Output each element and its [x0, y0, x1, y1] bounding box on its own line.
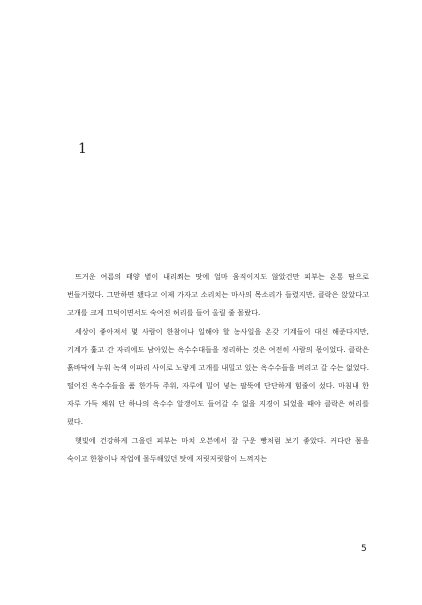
body-text	[67, 268, 369, 469]
paragraph: 뜨거운 여름의 태양 볕이 내리쬐는 땃에 얼마 움직이지도 않았건만 피부는 온통 땀으로 번들거렸다. 그만하면 됐다고 이제 가자고 소리치는 마사의 목소리가 들렸지만, 클락은 앉았다고 고개를 크게 끄덕이면서도 숙여진 허리를 들어 올릴 줄 몰랐다.	[67, 272, 369, 317]
paragraph: 햇빛에 건강하게 그을린 피부는 마치 오븐에서 잘 구운 빵처럼 보기 좋았다. 커다란 몸을 숙이고 한참이나 작업에 몰두해있던 탓에 저릿저릿함이 느껴지는	[67, 436, 369, 463]
chapter-number: 1	[78, 141, 87, 157]
paragraph: 세상이 좋아져서 몇 사람이 한참이나 일해야 할 농사일을 온갖 기계들이 대신 해준다지만, 기계가 훑고 간 자리에도 남아있는 옥수수대들을 정리하는 것은 여전히 사람의 몫이었다. 클락은 흙바닥에 누워 녹색 이파리 사이로 노랗게 고개를 내밀고 있는 옥수수들을 버리고 갈 수는 없었다. 떨어진 옥수수들을 품 한가득 주워, 자루에 밀어 넣는 팔뚝에 단단하게 힘줄이 섰다. 마침내 한 자루 가득 채워 단 하나의 옥수수 알갱이도 들어갈 수 없을 지경이 되었을 때야 클락은 허리를 폈다.	[67, 327, 369, 426]
page-number: 5	[361, 544, 367, 554]
